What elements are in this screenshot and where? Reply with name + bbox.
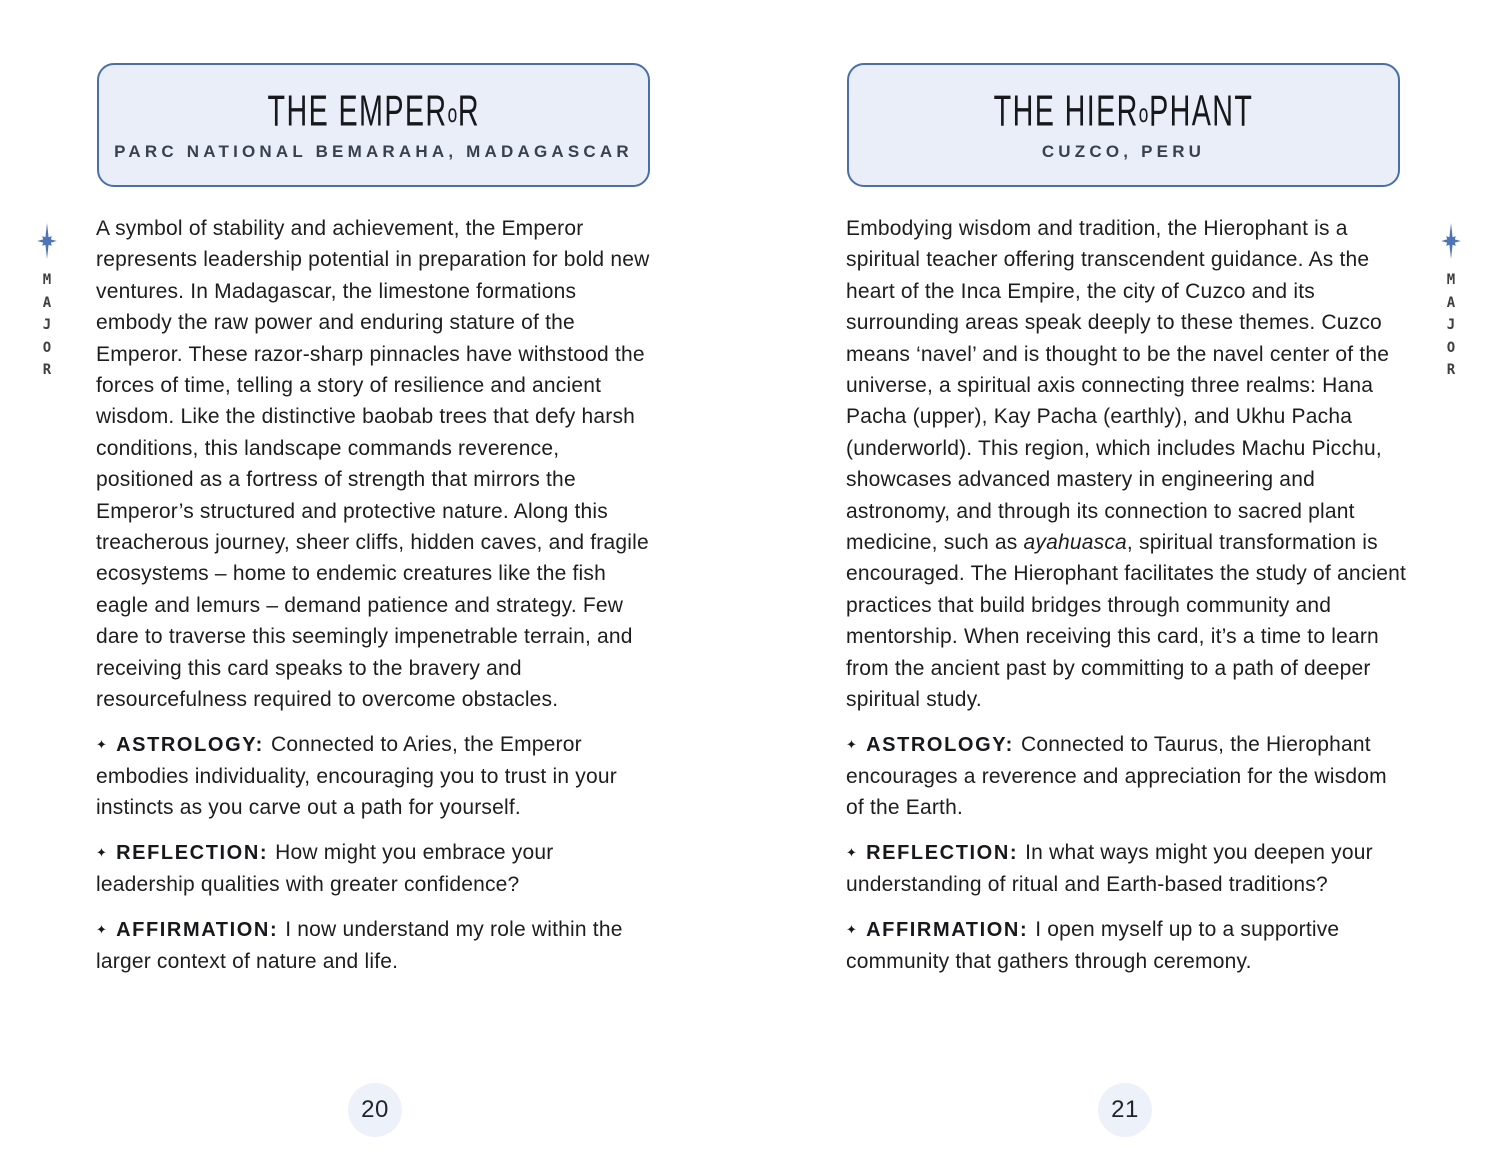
diamond-bullet-icon: ✦	[96, 921, 108, 937]
section-affirmation	[846, 914, 1408, 978]
section-text: I open myself up to a supportive community that gathers through ceremony.	[846, 917, 1340, 973]
page-right-hierophant	[846, 63, 1408, 977]
diamond-bullet-icon: ✦	[96, 736, 108, 752]
section-reflection	[846, 837, 1408, 901]
decorative-small-o: o	[447, 99, 458, 128]
diamond-bullet-icon: ✦	[96, 844, 108, 860]
body-text: Embodying wisdom and tradition, the Hierophant is a spiritual teacher offering transcendent guidance. As the heart of the Inca Empire, the city of Cuzco and its surrounding areas speak deeply to these themes. Cuzco means ‘navel’ and is thought to be the navel center of the universe, a spiritual axis connecting three realms: Hana Pacha (upper), Kay Pacha (earthly), and Ukhu Pacha (underworld). This region, which includes Machu Picchu, showcases advanced mastery in engineering and astronomy, and through its connection to sacred plant medicine, such as ayahuasca, spiritual transformation is encouraged. The Hierophant facilitates the study of ancient practices that build bridges through community and mentorship. When receiving this card, it’s a time to learn from the ancient past by committing to a path of deeper spiritual study.	[846, 217, 1407, 712]
section-affirmation	[96, 914, 658, 978]
section-label: AFFIRMATION:	[116, 918, 279, 941]
page-left-emperor	[96, 63, 658, 977]
body-text: A symbol of stability and achievement, the Emperor represents leadership potential in preparation for bold new ventures. In Madagascar, the limestone formations embody the raw power and enduring stature of the Emperor. These razor-sharp pinnacles have withstood the forces of time, telling a story of resilience and ancient wisdom. Like the distinctive baobab trees that defy harsh conditions, this landscape commands reverence, positioned as a fortress of strength that mirrors the Emperor’s structured and protective nature. Along this treacherous journey, sheer cliffs, hidden caves, and fragile ecosystems – home to endemic creatures like the fish eagle and lemurs – demand patience and strategy. Few dare to traverse this seemingly impenetrable terrain, and receiving this card speaks to the bravery and resourcefulness required to overcome obstacles.	[96, 217, 650, 712]
section-label: ASTROLOGY:	[116, 733, 264, 756]
page-subtitle: PARC NATIONAL BEMARAHA, MADAGASCAR	[114, 141, 633, 161]
section-label: ASTROLOGY:	[866, 733, 1014, 756]
major-arcana-label: M A J O R	[1446, 272, 1456, 378]
diamond-bullet-icon: ✦	[846, 844, 858, 860]
decorative-small-o: o	[1138, 99, 1150, 128]
diamond-bullet-icon: ✦	[846, 921, 858, 937]
section-label: REFLECTION:	[866, 841, 1019, 864]
section-text: How might you embrace your leadership qualities with greater confidence?	[96, 840, 554, 897]
page-title: THE EMPERoR	[267, 85, 480, 135]
section-reflection	[96, 837, 658, 901]
body-block	[96, 213, 658, 977]
major-arcana-star-icon	[32, 219, 62, 263]
major-arcana-star-icon	[1436, 219, 1466, 263]
section-label: AFFIRMATION:	[866, 918, 1029, 941]
diamond-bullet-icon: ✦	[846, 736, 858, 752]
section-text: Connected to Taurus, the Hierophant encourages a reverence and appreciation for the wisdom of the Earth.	[846, 732, 1387, 820]
section-astrology	[96, 729, 658, 824]
section-text: I now understand my role within the larger context of nature and life.	[96, 917, 623, 973]
major-arcana-label: M A J O R	[42, 272, 52, 378]
page-number-badge: 20	[348, 1083, 402, 1137]
card-title-box	[847, 63, 1400, 187]
page-number-badge: 21	[1098, 1083, 1152, 1137]
page-title: THE HIERoPHANT	[993, 85, 1254, 135]
page-subtitle: CUZCO, PERU	[1041, 141, 1206, 161]
section-text: In what ways might you deepen your understanding of ritual and Earth-based traditions?	[846, 840, 1373, 897]
card-title-box	[97, 63, 650, 187]
section-astrology	[846, 729, 1408, 824]
section-label: REFLECTION:	[116, 841, 269, 864]
body-block	[846, 213, 1408, 977]
section-text: Connected to Aries, the Emperor embodies individuality, encouraging you to trust in your instincts as you carve out a path for yourself.	[96, 732, 617, 820]
